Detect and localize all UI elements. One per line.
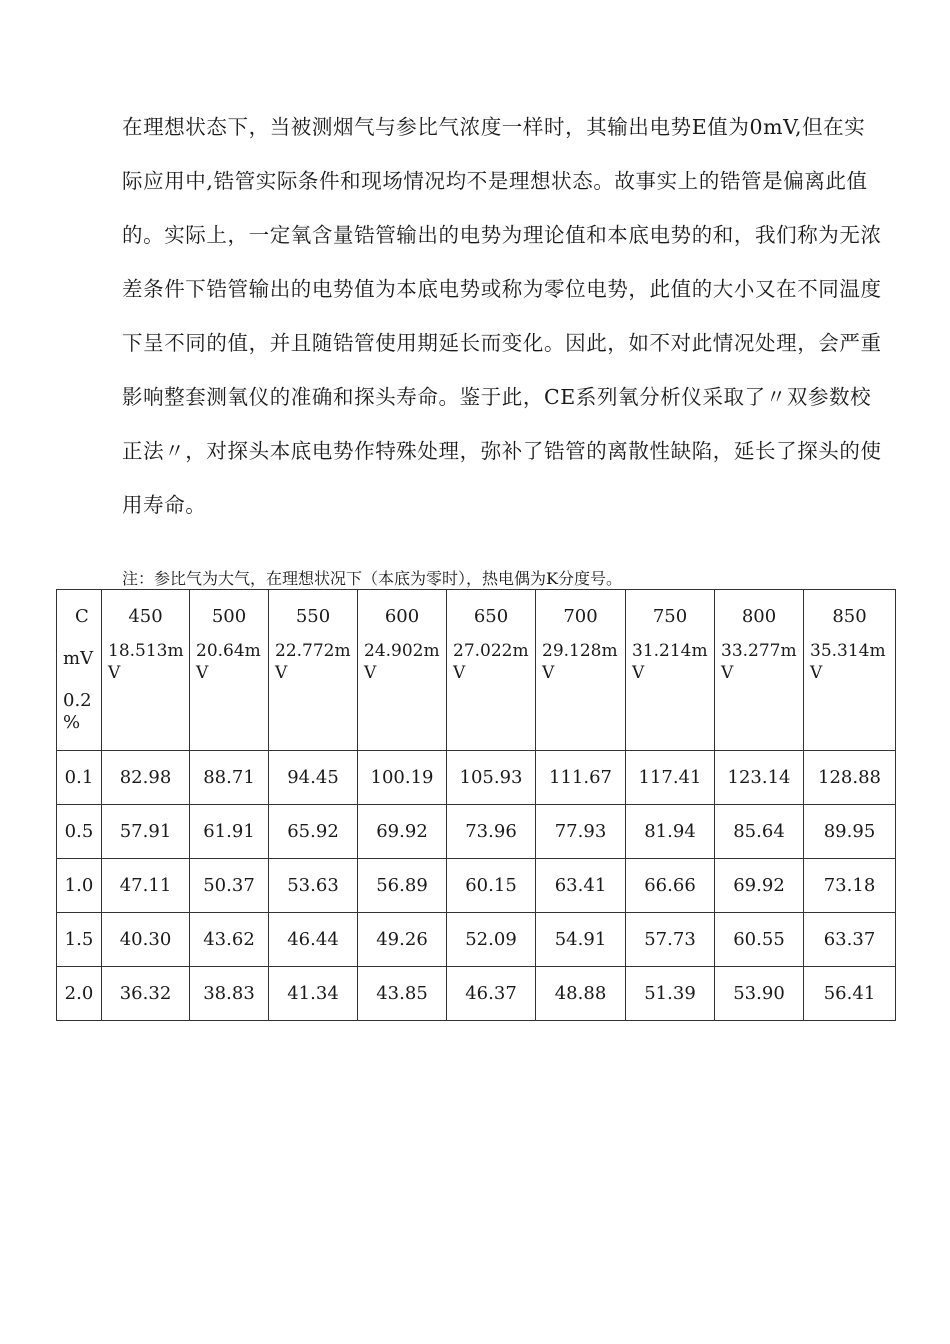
value-cell: 128.88 — [804, 751, 896, 805]
value-cell: 100.19 — [358, 751, 447, 805]
value-cell: 50.37 — [190, 859, 269, 913]
value-cell: 65.92 — [269, 805, 358, 859]
value-cell: 43.85 — [358, 967, 447, 1021]
corner-unit-c: C — [75, 606, 89, 627]
thermocouple-mv-label: 31.214mV — [632, 641, 708, 683]
value-cell: 94.45 — [269, 751, 358, 805]
header-row — [57, 590, 896, 751]
value-cell: 46.37 — [447, 967, 536, 1021]
value-cell: 51.39 — [626, 967, 715, 1021]
temperature-label: 500 — [211, 606, 247, 627]
corner-unit-percent: % — [63, 712, 81, 733]
table-row — [57, 859, 896, 913]
table-note: 注：参比气为大气，在理想状况下（本底为零时），热电偶为K分度号。 — [122, 569, 622, 588]
header-cell — [190, 590, 269, 751]
oxygen-label-cell: 2.0 — [57, 967, 102, 1021]
paragraph-line: 差条件下锆管输出的电势值为本底电势或称为零位电势，此值的大小又在不同温度 — [122, 277, 882, 301]
value-cell: 57.73 — [626, 913, 715, 967]
paragraph-line: 正法〃，对探头本底电势作特殊处理，弥补了锆管的离散性缺陷，延长了探头的使 — [122, 439, 882, 463]
oxygen-label-cell: 0.5 — [57, 805, 102, 859]
header-cell — [269, 590, 358, 751]
value-cell: 56.41 — [804, 967, 896, 1021]
value-cell: 73.96 — [447, 805, 536, 859]
thermocouple-mv-label: 20.64mV — [196, 641, 261, 683]
header-cell — [447, 590, 536, 751]
value-cell: 89.95 — [804, 805, 896, 859]
value-cell: 52.09 — [447, 913, 536, 967]
value-cell: 38.83 — [190, 967, 269, 1021]
temperature-label: 600 — [384, 606, 420, 627]
temperature-label: 550 — [295, 606, 331, 627]
value-cell: 56.89 — [358, 859, 447, 913]
oxygen-label-cell: 0.1 — [57, 751, 102, 805]
value-cell: 63.37 — [804, 913, 896, 967]
value-cell: 60.15 — [447, 859, 536, 913]
value-cell: 46.44 — [269, 913, 358, 967]
thermocouple-mv-label: 27.022mV — [453, 641, 529, 683]
value-cell: 41.34 — [269, 967, 358, 1021]
value-cell: 105.93 — [447, 751, 536, 805]
value-cell: 82.98 — [102, 751, 190, 805]
oxygen-label-cell: 1.0 — [57, 859, 102, 913]
thermocouple-mv-label: 33.277mV — [721, 641, 797, 683]
value-cell: 53.63 — [269, 859, 358, 913]
value-cell: 77.93 — [536, 805, 626, 859]
value-cell: 49.26 — [358, 913, 447, 967]
value-cell: 81.94 — [626, 805, 715, 859]
temperature-label: 750 — [652, 606, 688, 627]
value-cell: 54.91 — [536, 913, 626, 967]
value-cell: 117.41 — [626, 751, 715, 805]
temperature-label: 650 — [473, 606, 509, 627]
paragraph-line: 下呈不同的值，并且随锆管使用期延长而变化。因此，如不对此情况处理，会严重 — [122, 331, 882, 355]
value-cell: 66.66 — [626, 859, 715, 913]
temperature-label: 850 — [832, 606, 867, 627]
temperature-label: 700 — [563, 606, 598, 627]
value-cell: 69.92 — [715, 859, 804, 913]
corner-unit-o2: 0.2 — [63, 690, 92, 711]
data-table — [56, 589, 896, 1021]
value-cell: 111.67 — [536, 751, 626, 805]
paragraph-line: 在理想状态下，当被测烟气与参比气浓度一样时，其输出电势E值为0mV,但在实 — [122, 115, 866, 139]
paragraph-line: 的。实际上，一定氧含量锆管输出的电势为理论值和本底电势的和，我们称为无浓 — [122, 223, 882, 247]
value-cell: 123.14 — [715, 751, 804, 805]
thermocouple-mv-label: 18.513mV — [108, 641, 184, 683]
value-cell: 36.32 — [102, 967, 190, 1021]
table-row — [57, 913, 896, 967]
value-cell: 53.90 — [715, 967, 804, 1021]
value-cell: 60.55 — [715, 913, 804, 967]
paragraph-line: 影响整套测氧仪的准确和探头寿命。鉴于此，CE系列氧分析仪采取了〃双参数校 — [122, 385, 872, 409]
value-cell: 43.62 — [190, 913, 269, 967]
thermocouple-mv-label: 24.902mV — [364, 641, 440, 683]
paragraph-line: 际应用中,锆管实际条件和现场情况均不是理想状态。故事实上的锆管是偏离此值 — [122, 169, 868, 193]
header-cell — [358, 590, 447, 751]
table-row — [57, 751, 896, 805]
value-cell: 57.91 — [102, 805, 190, 859]
thermocouple-mv-label: 22.772mV — [275, 641, 351, 683]
header-cell — [715, 590, 804, 751]
value-cell: 63.41 — [536, 859, 626, 913]
header-cell — [102, 590, 190, 751]
header-cell — [626, 590, 715, 751]
value-cell: 85.64 — [715, 805, 804, 859]
table-row — [57, 967, 896, 1021]
value-cell: 40.30 — [102, 913, 190, 967]
header-cell — [804, 590, 896, 751]
header-cell — [536, 590, 626, 751]
value-cell: 69.92 — [358, 805, 447, 859]
temperature-label: 450 — [128, 606, 163, 627]
value-cell: 47.11 — [102, 859, 190, 913]
paragraph-line: 用寿命。 — [122, 493, 207, 517]
corner-unit-mv: mV — [63, 648, 94, 669]
body-paragraph — [122, 100, 897, 532]
value-cell: 61.91 — [190, 805, 269, 859]
table-row — [57, 805, 896, 859]
thermocouple-mv-label: 29.128mV — [542, 641, 618, 683]
thermocouple-mv-label: 35.314mV — [810, 641, 886, 683]
oxygen-label-cell: 1.5 — [57, 913, 102, 967]
corner-cell — [57, 590, 102, 751]
value-cell: 73.18 — [804, 859, 896, 913]
temperature-label: 800 — [741, 606, 777, 627]
value-cell: 88.71 — [190, 751, 269, 805]
value-cell: 48.88 — [536, 967, 626, 1021]
